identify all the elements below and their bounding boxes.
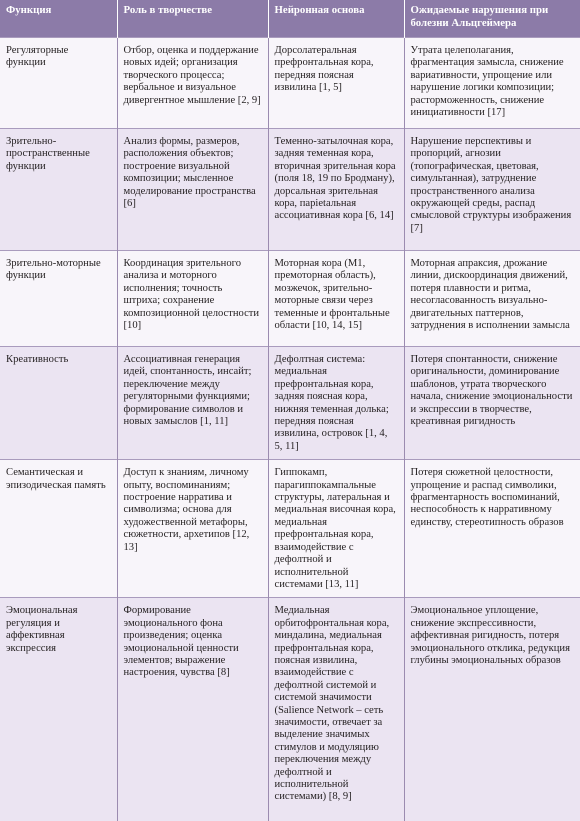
cell-role: Формирование эмоционального фона произведения; оценка эмоциональной ценности элементов; выражение настроения, чувства [8] [117,598,268,821]
cell-function: Семантическая и эпизодическая память [0,460,117,598]
cell-impairments: Потеря сюжетной целостности, упрощение и распад символики, фрагментарность воспоминаний, неспособность к нарративному единству, стереотипность образов [404,460,580,598]
table-row [0,38,580,129]
cell-role: Доступ к знаниям, личному опыту, воспоминаниям; построение нарратива и символизма; основа для художественной метафоры, сюжетности, архетипов [12, 13] [117,460,268,598]
table-row [0,347,580,460]
header-impairments: Ожидаемые нарушения при болезни Альцгеймера [404,0,580,38]
cell-function: Зрительно-моторные функции [0,251,117,347]
cell-neural: Гиппокамп, парагиппокампальные структуры, латеральная и медиальная височная кора, медиальная префронтальная кора, взаимодействие с дефолтной и исполнительной системами [13, 11] [268,460,404,598]
table-row [0,251,580,347]
cell-impairments: Утрата целеполагания, фрагментация замысла, снижение вариативности, упрощение или нарушение логики композиции; расторможенность, снижение инициативности [17] [404,38,580,129]
cell-role: Координация зрительного анализа и моторного исполнения; точность штриха; сохранение композиционной целостности [10] [117,251,268,347]
cell-impairments: Потеря спонтанности, снижение оригинальности, доминирование шаблонов, утрата творческого начала, снижение эмоциональности и экспрессии в творчестве, креативная ригидность [404,347,580,460]
cell-role: Ассоциативная генерация идей, спонтанность, инсайт; переключение между регуляторными функциями; формирование символов и новых замыслов [1, 11] [117,347,268,460]
cell-neural: Моторная кора (М1, премоторная область), мозжечок, зрительно-моторные связи через теменные и фронтальные области [10, 14, 15] [268,251,404,347]
cell-neural: Медиальная орбитофронтальная кора, миндалина, медиальная префронтальная кора, поясная извилина, взаимодействие с дефолтной системой и системой значимости (Salience Network – сеть значимости, отвечает за выделение значимых стимулов и модуляцию переключения между дефолтной и исполнительной системами) [8, 9] [268,598,404,821]
header-role: Роль в творчестве [117,0,268,38]
cell-function: Зрительно-пространственные функции [0,129,117,251]
cell-impairments: Эмоциональное уплощение, снижение экспрессивности, аффективная ригидность, потеря эмоционального отклика, редукция глубины эмоциональных образов [404,598,580,821]
cell-function: Креативность [0,347,117,460]
cell-impairments: Моторная апраксия, дрожание линии, дискоординация движений, потеря плавности и ритма, несогласованность визуально-двигательных паттернов, затруднения в исполнении замысла [404,251,580,347]
table-row [0,598,580,821]
header-row [0,0,580,38]
table-row [0,129,580,251]
cell-impairments: Нарушение перспективы и пропорций, агнозии (топографическая, цветовая, симультанная), затруднение пространственного анализа окружающей среды, распад смысловой структуры изображения [7] [404,129,580,251]
header-function: Функция [0,0,117,38]
cell-function: Регуляторные функции [0,38,117,129]
table-body [0,38,580,821]
header-neural-basis: Нейронная основа [268,0,404,38]
table-header [0,0,580,38]
cell-function: Эмоциональная регуляция и аффективная экспрессия [0,598,117,821]
cell-neural: Дефолтная система: медиальная префронтальная кора, задняя поясная кора, нижняя теменная долька; передняя поясная извилина, островок [1, 4, 5, 11] [268,347,404,460]
table-row [0,460,580,598]
cell-neural: Теменно-затылочная кора, задняя теменная кора, вторичная зрительная кора (поля 18, 19 по Бродману), дорсальная зрительная кора, парietальная ассоциативная кора [6, 14] [268,129,404,251]
cell-neural: Дорсолатеральная префронтальная кора, передняя поясная извилина [1, 5] [268,38,404,129]
cell-role: Отбор, оценка и поддержание новых идей; организация творческого процесса; вербальное и визуальное дивергентное мышление [2, 9] [117,38,268,129]
cell-role: Анализ формы, размеров, расположения объектов; построение визуальной композиции; мысленное моделирование пространства [6] [117,129,268,251]
